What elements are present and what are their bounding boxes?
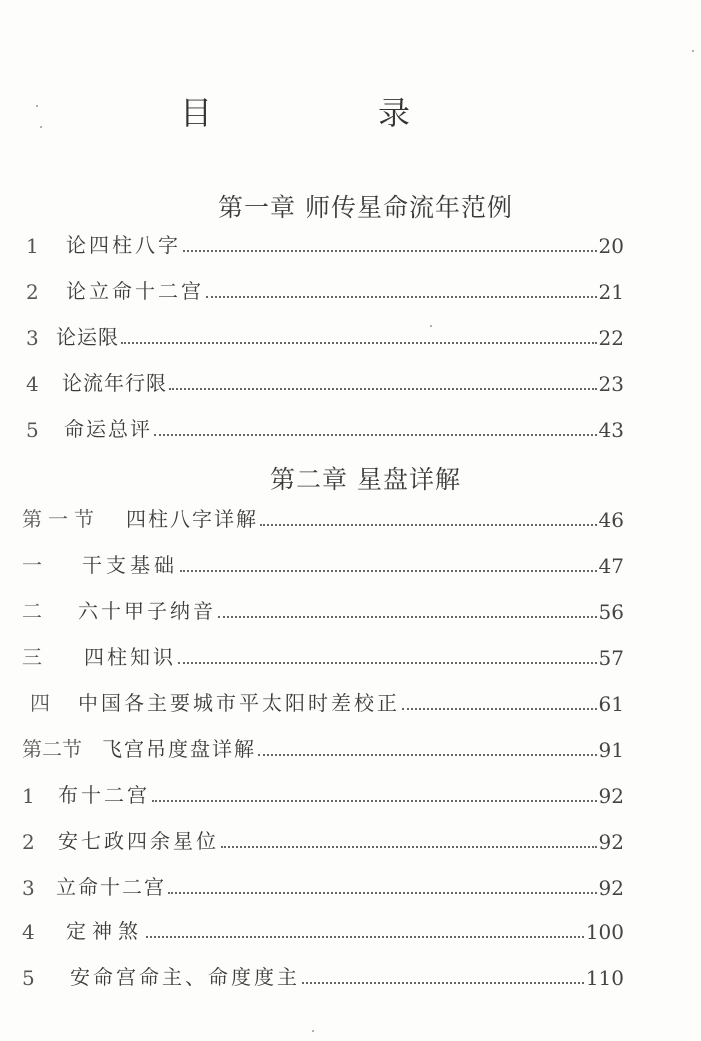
- entry-number: 4: [26, 372, 39, 396]
- entry-page: 20: [598, 234, 624, 258]
- leader-dots: [258, 754, 597, 756]
- entry-label: 六十甲子纳音: [78, 599, 216, 623]
- chapter2-heading: 第二章 星盘详解: [270, 465, 461, 494]
- entry-page: 47: [598, 554, 624, 578]
- leader-dots: [402, 708, 597, 710]
- toc-entry[interactable]: [22, 824, 624, 854]
- entry-page: 22: [598, 326, 624, 350]
- toc-title: [0, 88, 701, 138]
- toc-entry[interactable]: [22, 914, 624, 944]
- entry-number: 三: [22, 645, 42, 669]
- entry-number: 第二节: [22, 737, 82, 761]
- entry-label: 布十二宫: [58, 783, 150, 807]
- entry-page: 110: [585, 966, 624, 990]
- leader-dots: [260, 524, 597, 526]
- leader-dots: [221, 846, 597, 848]
- entry-page: 100: [585, 920, 624, 944]
- entry-label: 四柱知识: [84, 645, 176, 669]
- toc-title-part2: 录: [378, 94, 411, 132]
- toc-entry[interactable]: [22, 640, 624, 670]
- toc-entry[interactable]: [22, 732, 624, 762]
- toc-entry[interactable]: [26, 274, 624, 304]
- toc-entry[interactable]: [22, 502, 624, 532]
- entry-page: 21: [598, 280, 624, 304]
- entry-number: 2: [26, 280, 39, 304]
- toc-title-part1: 目: [180, 94, 213, 132]
- entry-page: 46: [598, 508, 624, 532]
- chapter1-heading: 第一章 师传星命流年范例: [218, 193, 513, 222]
- leader-dots: [146, 936, 584, 938]
- entry-label: 干支基础: [82, 553, 178, 577]
- entry-label: 命运总评: [64, 417, 152, 441]
- leader-dots: [121, 342, 597, 344]
- entry-page: 92: [598, 784, 624, 808]
- entry-number: 5: [26, 418, 39, 442]
- entry-page: 23: [598, 372, 624, 396]
- leader-dots: [180, 570, 597, 572]
- entry-page: 43: [598, 418, 624, 442]
- toc-entry[interactable]: [26, 412, 624, 442]
- toc-entry[interactable]: [22, 594, 624, 624]
- entry-number: 第一节: [22, 507, 100, 531]
- entry-label: 安七政四余星位: [58, 829, 219, 853]
- entry-number: 1: [22, 784, 35, 808]
- leader-dots: [302, 982, 584, 984]
- leader-dots: [152, 800, 597, 802]
- leader-dots: [168, 892, 597, 894]
- scan-speck: [312, 1030, 314, 1032]
- entry-number: 一: [22, 553, 42, 577]
- scan-speck: [692, 50, 694, 52]
- entry-number: 3: [22, 876, 35, 900]
- entry-page: 92: [598, 830, 624, 854]
- toc-entry[interactable]: [26, 228, 624, 258]
- entry-number: 二: [22, 599, 42, 623]
- leader-dots: [218, 616, 597, 618]
- leader-dots: [206, 296, 597, 298]
- entry-page: 57: [598, 646, 624, 670]
- toc-entry[interactable]: [26, 366, 624, 396]
- entry-number: 3: [26, 326, 39, 350]
- leader-dots: [154, 434, 597, 436]
- entry-label: 四柱八字详解: [126, 507, 258, 531]
- entry-label: 论立命十二宫: [66, 279, 204, 303]
- entry-page: 61: [598, 692, 624, 716]
- entry-page: 92: [598, 876, 624, 900]
- entry-number: 四: [30, 691, 50, 715]
- entry-label: 定神煞: [66, 919, 144, 943]
- entry-label: 中国各主要城市平太阳时差校正: [78, 691, 400, 715]
- entry-label: 论四柱八字: [66, 233, 181, 257]
- scan-speck: [36, 105, 38, 107]
- toc-entry[interactable]: [22, 960, 624, 990]
- entry-label: 安命宫命主、命度度主: [70, 965, 300, 989]
- entry-number: 2: [22, 830, 35, 854]
- toc-entry[interactable]: [22, 778, 624, 808]
- scan-speck: [430, 325, 432, 327]
- entry-label: 论流年行限: [62, 371, 167, 395]
- leader-dots: [183, 250, 597, 252]
- toc-entry[interactable]: [22, 870, 624, 900]
- entry-page: 91: [598, 738, 624, 762]
- toc-entry[interactable]: [30, 686, 624, 716]
- entry-label: 立命十二宫: [56, 875, 166, 899]
- toc-entry[interactable]: [22, 548, 624, 578]
- leader-dots: [178, 662, 597, 664]
- toc-entry[interactable]: [26, 320, 624, 350]
- entry-number: 1: [26, 234, 39, 258]
- entry-label: 飞宫吊度盘详解: [102, 737, 256, 761]
- leader-dots: [169, 388, 597, 390]
- entry-page: 56: [598, 600, 624, 624]
- entry-number: 5: [22, 966, 35, 990]
- entry-label: 论运限: [56, 325, 119, 349]
- entry-number: 4: [22, 920, 35, 944]
- scan-speck: [40, 126, 42, 128]
